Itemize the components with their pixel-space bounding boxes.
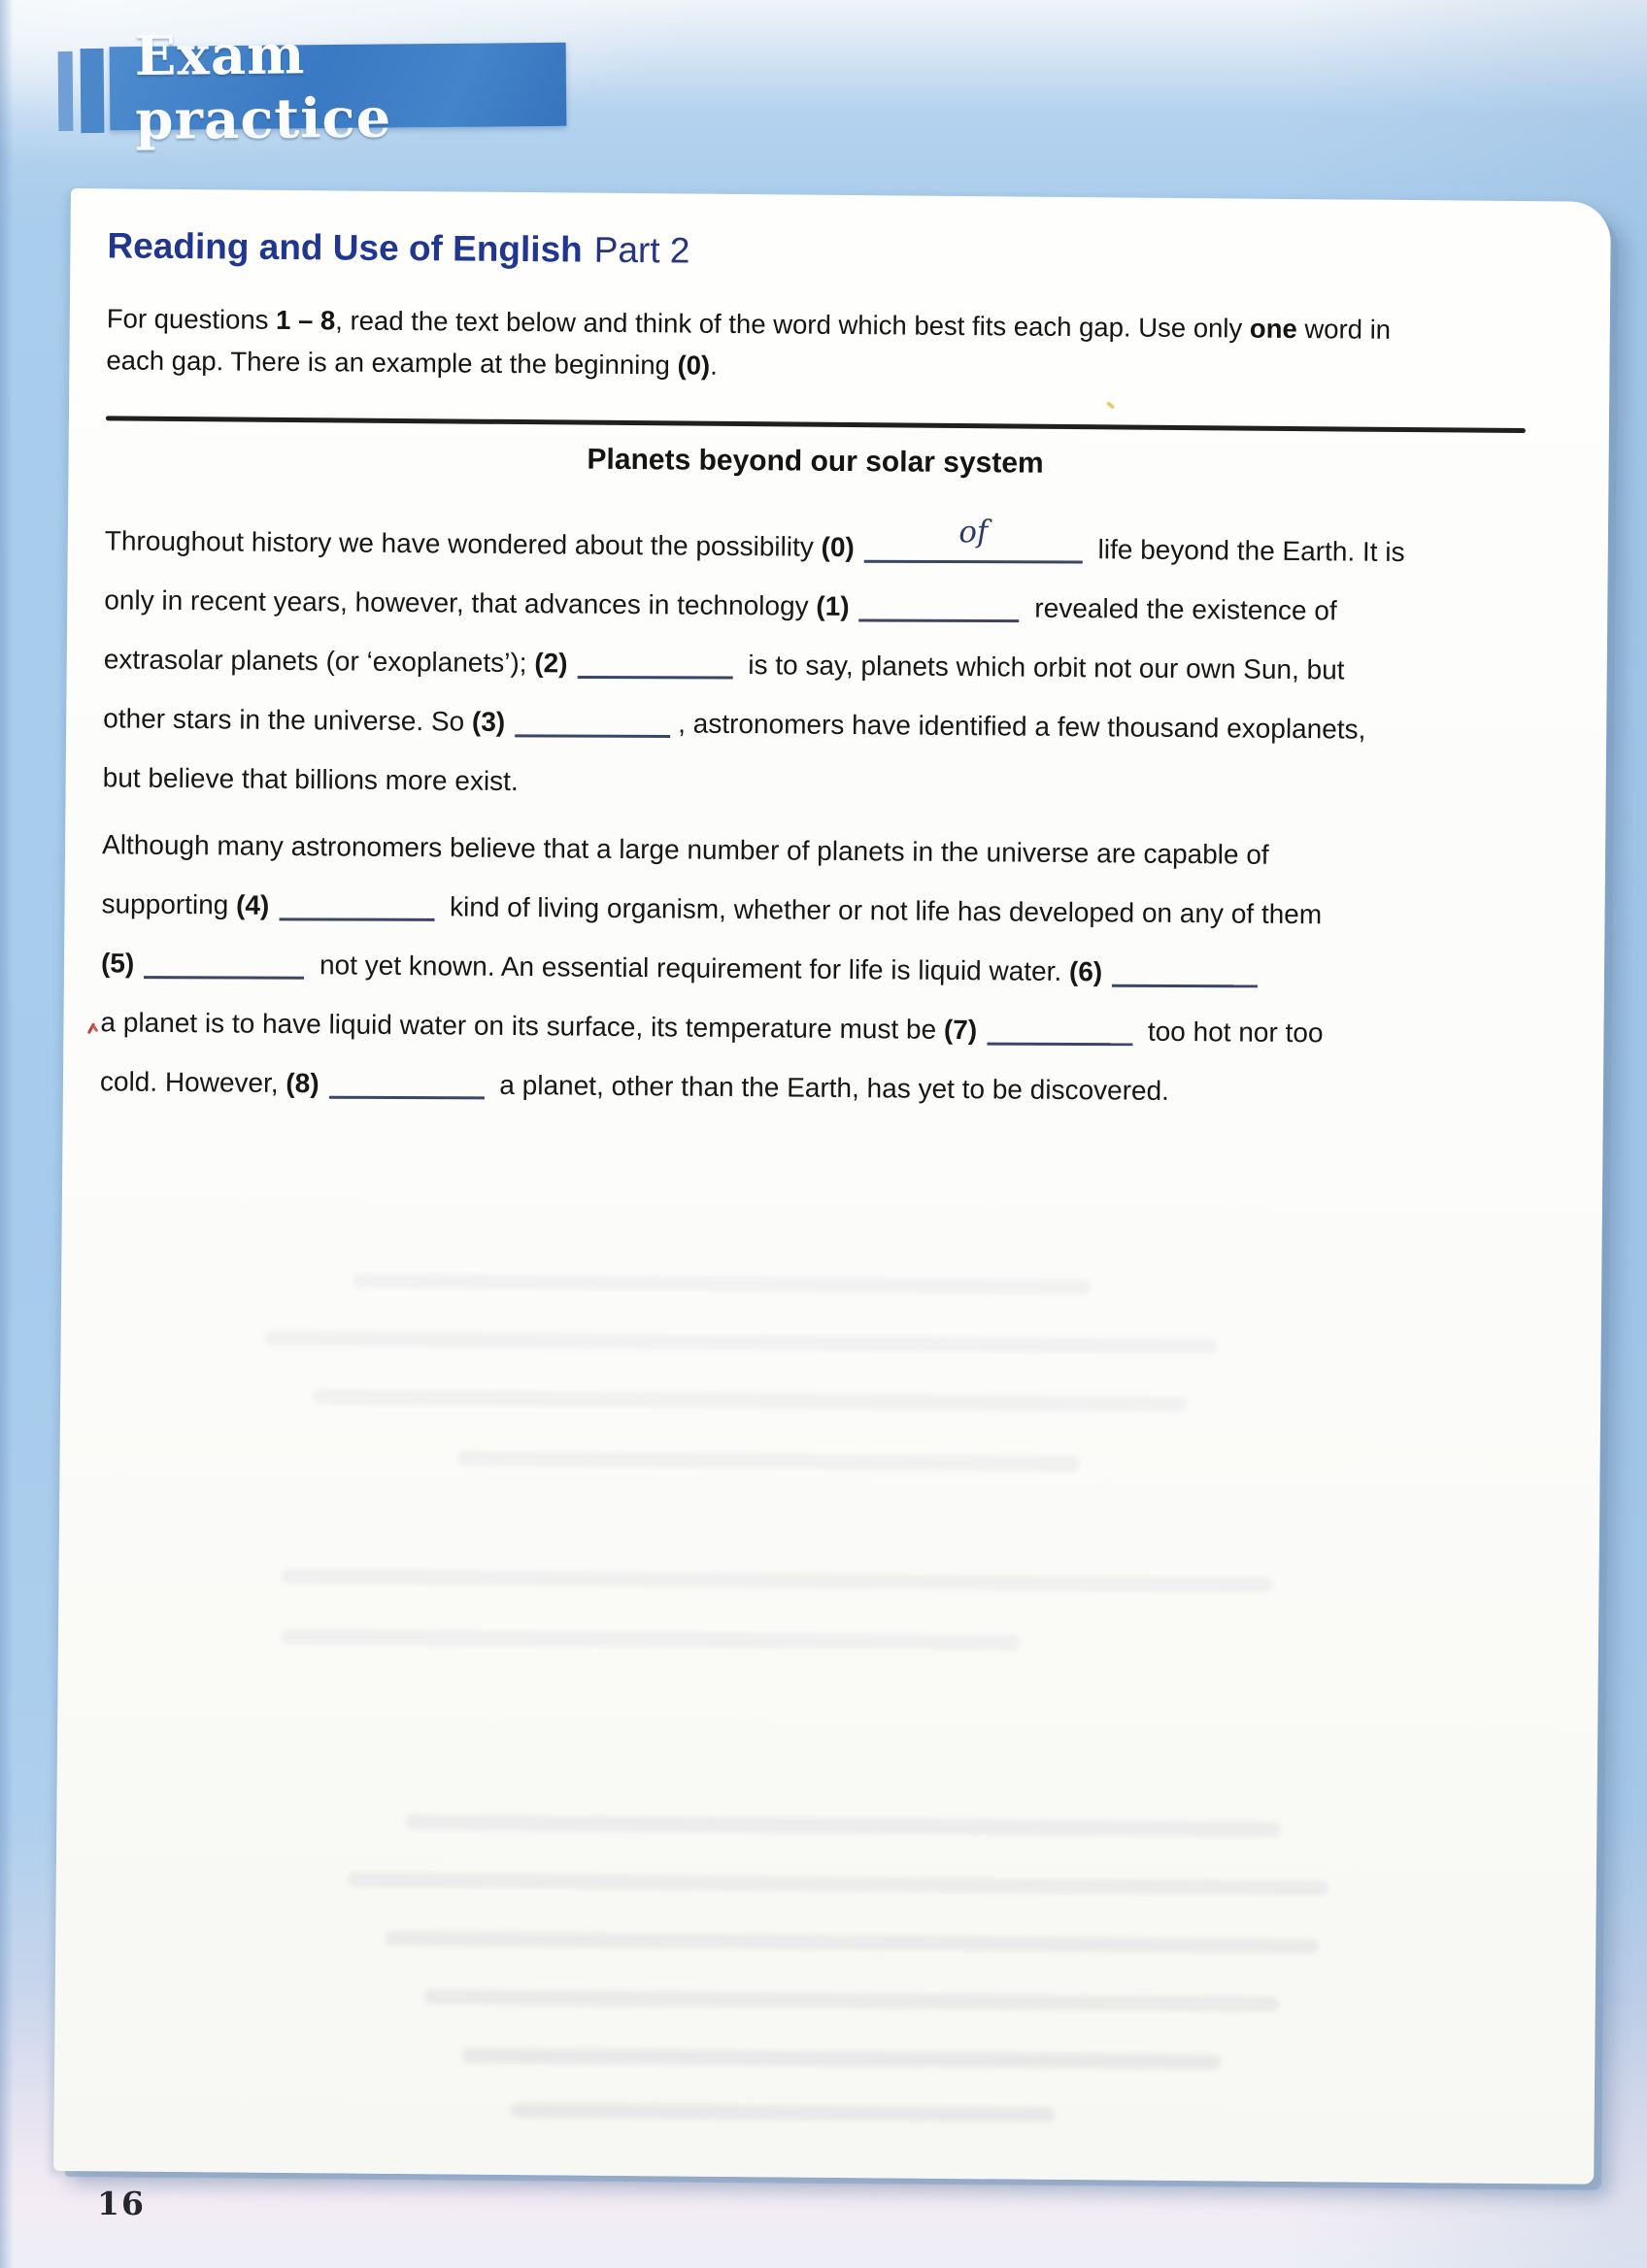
answer-gap[interactable]: [577, 647, 732, 680]
passage-paragraph-2: [100, 815, 1326, 1121]
bold-run: (3): [471, 706, 506, 737]
task-instructions: [106, 297, 1391, 392]
bleed-through-text: [424, 1989, 1279, 2012]
answer-gap[interactable]: [859, 590, 1020, 623]
text-run: supporting: [101, 888, 237, 920]
text-run: a planet, other than the Earth, has yet to be discovered.: [491, 1069, 1170, 1106]
answer-gap[interactable]: [144, 947, 304, 980]
bleed-through-text: [462, 2049, 1220, 2070]
text-run: life beyond the Earth. It is: [1090, 534, 1405, 567]
bold-run: (5): [100, 948, 135, 979]
text-run: revealed the existence of: [1026, 592, 1337, 626]
bold-run: (1): [816, 590, 850, 622]
text-line: [101, 933, 1325, 1003]
bold-run: (0): [677, 350, 711, 381]
section-heading-bold: Reading and Use of English: [107, 225, 583, 270]
text-run: too hot nor too: [1140, 1016, 1324, 1049]
bold-run: (4): [235, 889, 270, 920]
passage-title: Planets beyond our solar system: [587, 443, 1044, 480]
text-line: [101, 874, 1325, 944]
text-run: cold. However,: [99, 1066, 286, 1098]
bleed-through-text: [282, 1629, 1020, 1651]
bleed-through-text: [406, 1815, 1280, 1837]
bold-run: (0): [821, 531, 855, 563]
text-run: is to say, planets which orbit not our own Sun, but: [740, 650, 1345, 685]
text-line: [100, 1051, 1324, 1121]
text-run: other stars in the universe. So: [103, 703, 473, 737]
scan-speck: [1106, 401, 1115, 410]
answer-gap[interactable]: [1112, 955, 1258, 988]
text-run: kind of living organism, whether or not life has developed on any of them: [442, 891, 1323, 930]
textbook-page: [53, 188, 1611, 2185]
text-run: a planet is to have liquid water on its surface, its temperature must be: [100, 1007, 945, 1045]
bold-run: one: [1249, 313, 1297, 345]
bleed-through-text: [353, 1274, 1091, 1295]
text-line: [102, 748, 1402, 818]
section-heading: [107, 225, 689, 271]
bleed-through-text: [348, 1873, 1328, 1896]
answer-gap[interactable]: [987, 1014, 1132, 1047]
text-run: For questions: [106, 303, 277, 335]
bold-run: (7): [943, 1014, 978, 1046]
banner-stripe: [81, 49, 105, 133]
answer-gap[interactable]: [279, 888, 434, 921]
bleed-through-text: [265, 1331, 1217, 1354]
text-run: each gap. There is an example at the beginning: [106, 345, 678, 381]
bleed-through-text: [511, 2103, 1055, 2122]
text-run: not yet known. An essential requirement for life is liquid water.: [312, 950, 1070, 987]
answer-gap[interactable]: [515, 705, 670, 738]
banner-title: Exam practice: [134, 22, 392, 153]
text-line: [100, 992, 1324, 1062]
text-run: extrasolar planets (or ‘exoplanets’);: [103, 644, 535, 679]
answer-gap[interactable]: [329, 1067, 485, 1100]
bold-run: (6): [1068, 956, 1103, 987]
bold-run: 1 – 8: [275, 304, 336, 336]
text-run: word in: [1296, 314, 1392, 345]
handwritten-answer: of: [958, 514, 989, 550]
bleed-through-text: [282, 1569, 1272, 1592]
page-number: 16: [97, 2185, 146, 2222]
exam-practice-banner: [110, 22, 567, 153]
bleed-through-text: [458, 1451, 1080, 1472]
text-line: [102, 815, 1326, 884]
answer-gap[interactable]: [864, 514, 1083, 564]
text-run: Throughout history we have wondered about the possibility: [104, 525, 822, 562]
text-run: , astronomers have identified a few thousand exoplanets,: [678, 708, 1366, 745]
text-run: but believe that billions more exist.: [102, 762, 519, 797]
passage-paragraph-1: [102, 511, 1404, 818]
bleed-through-text: [313, 1389, 1187, 1412]
text-run: Although many astronomers believe that a large number of planets in the universe are capable of: [101, 829, 1269, 870]
bold-run: (8): [286, 1067, 319, 1099]
bold-run: (2): [534, 648, 568, 679]
divider-rule: [106, 416, 1526, 433]
text-run: , read the text below and think of the word which best fits each gap. Use only: [335, 305, 1251, 344]
text-run: only in recent years, however, that advances in technology: [104, 584, 817, 621]
banner-stripe: [58, 51, 74, 131]
bleed-through-text: [386, 1931, 1318, 1953]
text-run: .: [710, 350, 718, 381]
section-heading-part: Part 2: [593, 229, 690, 271]
stray-red-pen-mark: [86, 1021, 99, 1035]
